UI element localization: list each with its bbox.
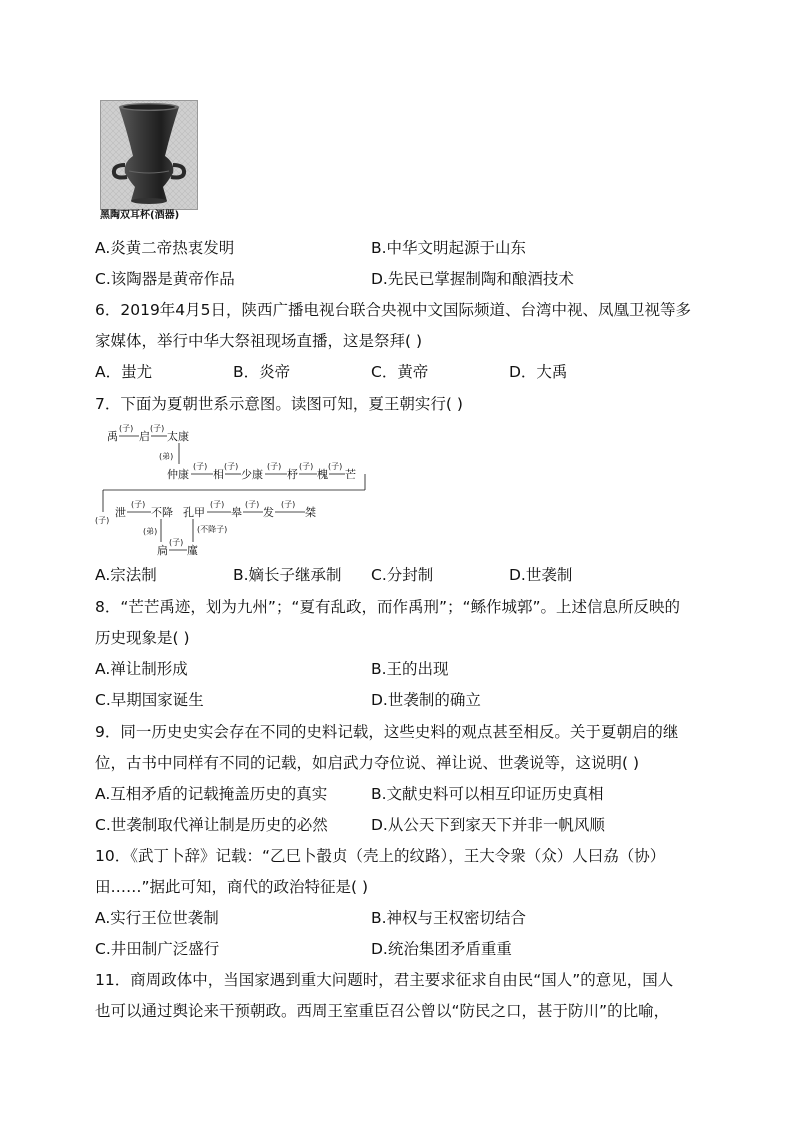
tree-zi: (子): [119, 424, 134, 433]
tree-di: (弟): [143, 527, 158, 536]
tree-zi: (子): [210, 500, 225, 509]
q9-stem-line1: 9．同一历史史实会存在不同的史料记载，这些史料的观点甚至相反。关于夏朝启的继: [95, 723, 679, 741]
q9-option-b: B.文献史料可以相互印证历史真相: [371, 785, 604, 803]
tree-gao: 皋: [231, 506, 242, 519]
tree-zi: (子): [95, 516, 110, 525]
q9-stem-line2: 位，古书中同样有不同的记载，如启武力夺位说、禅让说、世袭说等，这说明( ): [95, 754, 640, 772]
q5-option-b: B.中华文明起源于山东: [371, 239, 527, 257]
tree-bujiangzi: (不降子): [197, 525, 228, 534]
tree-zi: (子): [169, 538, 184, 547]
tree-yu: 禹: [107, 430, 118, 443]
q8-option-c: C.早期国家诞生: [95, 691, 204, 709]
tree-shaokang: 少康: [241, 468, 263, 481]
q8-option-a: A.禅让制形成: [95, 660, 188, 678]
q7-option-b: B.嫡长子继承制: [233, 566, 342, 584]
q10-stem-line2: 田……”据此可知，商代的政治特征是( ): [95, 878, 369, 896]
photo-caption: 黑陶双耳杯(酒器): [100, 210, 180, 221]
q6-option-b: B．炎帝: [233, 363, 291, 381]
tree-zi: (子): [193, 462, 208, 471]
tree-zi: (子): [281, 500, 296, 509]
tree-taikang: 太康: [167, 430, 189, 443]
tree-bujiang: 不降: [151, 506, 173, 519]
tree-jin: 廑: [187, 544, 198, 557]
q6-option-d: D．大禹: [509, 363, 568, 381]
tree-xiang: 相: [213, 468, 224, 481]
tree-fa: 发: [263, 506, 274, 519]
tree-zi: (子): [267, 462, 282, 471]
q6-option-c: C．黄帝: [371, 363, 429, 381]
q10-stem-line1: 10．《武丁卜辞》记载：“乙巳卜瞉贞（壳上的纹路），王大令衆（众）人曰劦（协）: [95, 847, 666, 865]
pottery-cup-photo: [100, 100, 198, 210]
q10-option-a: A.实行王位世袭制: [95, 909, 219, 927]
q9-option-c: C.世袭制取代禅让制是历史的必然: [95, 816, 328, 834]
q11-stem-line2: 也可以通过舆论来干预朝政。西周王室重臣召公曾以“防民之口，甚于防川”的比喻，: [95, 1002, 670, 1020]
q6-stem-line2: 家媒体，举行中华大祭祖现场直播，这是祭拜( ): [95, 332, 423, 350]
tree-zi: (子): [299, 462, 314, 471]
tree-zi: (子): [150, 424, 165, 433]
tree-kongjia: 孔甲: [183, 506, 205, 519]
tree-zi: (子): [131, 500, 146, 509]
tree-jiong: 扃: [157, 544, 168, 557]
tree-xie: 泄: [115, 506, 126, 519]
q11-stem-line1: 11．商周政体中，当国家遇到重大问题时，君主要求征求自由民“国人”的意见，国人: [95, 971, 674, 989]
tree-di: (弟): [159, 452, 174, 461]
q8-stem-line2: 历史现象是( ): [95, 629, 190, 647]
xia-dynasty-genealogy-diagram: [95, 424, 375, 559]
q10-option-b: B.神权与王权密切结合: [371, 909, 527, 927]
tree-jie: 桀: [305, 506, 316, 519]
q7-option-a: A.宗法制: [95, 566, 157, 584]
q8-stem-line1: 8．“芒芒禹迹，划为九州”；“夏有乱政，而作禹刑”；“鲧作城郭”。上述信息所反映的: [95, 598, 681, 616]
tree-huai: 槐: [317, 468, 328, 481]
q6-stem-line1: 6．2019年4月5日，陕西广播电视台联合央视中文国际频道、台湾中视、凤凰卫视等多: [95, 301, 692, 319]
q5-option-c: C.该陶器是黄帝作品: [95, 270, 235, 288]
tree-mang: 芒: [345, 468, 356, 481]
q8-option-b: B.王的出现: [371, 660, 449, 678]
q5-option-d: D.先民已掌握制陶和酿酒技术: [371, 270, 574, 288]
q7-option-d: D.世袭制: [509, 566, 573, 584]
q5-option-a: A.炎黄二帝热衷发明: [95, 239, 235, 257]
tree-zi: (子): [328, 462, 343, 471]
tree-zi: (子): [224, 462, 239, 471]
tree-qi: 启: [139, 430, 150, 443]
tree-zhongkang: 仲康: [167, 468, 189, 481]
tree-zhu: 杼: [287, 468, 298, 481]
q8-option-d: D.世袭制的确立: [371, 691, 481, 709]
q7-stem-line1: 7．下面为夏朝世系示意图。读图可知，夏王朝实行( ): [95, 395, 463, 413]
q6-option-a: A．蚩尤: [95, 363, 153, 381]
q10-option-d: D.统治集团矛盾重重: [371, 940, 512, 958]
q9-option-d: D.从公天下到家天下并非一帆风顺: [371, 816, 605, 834]
q7-option-c: C.分封制: [371, 566, 434, 584]
q10-option-c: C.井田制广泛盛行: [95, 940, 220, 958]
q9-option-a: A.互相矛盾的记载掩盖历史的真实: [95, 785, 328, 803]
tree-zi: (子): [245, 500, 260, 509]
